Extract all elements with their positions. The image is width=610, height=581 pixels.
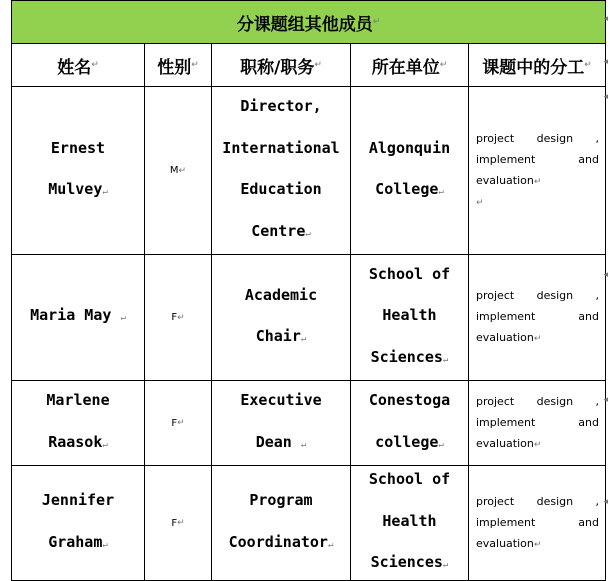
member-name: Marlene Raasok↵ [12, 381, 145, 465]
member-title: Director, International Education Centre↵ [212, 87, 351, 254]
member-title: Program Coordinator↵ [212, 466, 351, 580]
member-name: Maria May ↵ [12, 255, 145, 380]
header-unit: 所在单位 ↵ [351, 44, 469, 86]
table-title-row [12, 0, 606, 44]
member-gender: M ↵ [145, 87, 212, 254]
member-gender: F ↵ [145, 466, 212, 580]
row-end-mark: ◂ [603, 270, 608, 280]
member-title: Executive Dean ↵ [212, 381, 351, 465]
member-unit: Conestoga college↵ [351, 381, 469, 465]
member-title: Academic Chair↵ [212, 255, 351, 380]
member-unit: School of Health Sciences↵ [351, 466, 469, 580]
member-role: project design , implement and evaluation↵ [469, 255, 606, 380]
member-gender: F ↵ [145, 255, 212, 380]
header-role: 课题中的分工 ↵ [469, 44, 606, 86]
member-unit: School of Health Sciences↵ [351, 255, 469, 380]
header-gender: 性别 ↵ [145, 44, 212, 86]
member-unit: Algonquin College↵ [351, 87, 469, 254]
row-end-mark: ◂ [603, 57, 608, 67]
row-end-mark: ◂ [603, 395, 608, 405]
table-row [12, 255, 606, 381]
table-title: 分课题组其他成员 ↵ [12, 1, 606, 43]
row-end-mark: ◂ [603, 497, 608, 507]
table-row [12, 466, 606, 581]
member-role: project design , implement and evaluation↵ ↵ [469, 87, 606, 254]
header-title: 职称/职务 ↵ [212, 44, 351, 86]
member-gender: F ↵ [145, 381, 212, 465]
member-name: Jennifer Graham↵ [12, 466, 145, 580]
member-name: Ernest Mulvey↵ [12, 87, 145, 254]
header-row [12, 44, 606, 87]
header-name: 姓名 ↵ [12, 44, 145, 86]
member-role: project design , implement and evaluation↵ [469, 466, 606, 580]
row-end-mark: ◂ [603, 14, 608, 24]
members-table [11, 0, 606, 581]
table-row [12, 381, 606, 466]
member-role: project design , implement and evaluation↵ [469, 381, 606, 465]
row-end-mark: ◂ [603, 92, 608, 102]
table-row [12, 87, 606, 255]
